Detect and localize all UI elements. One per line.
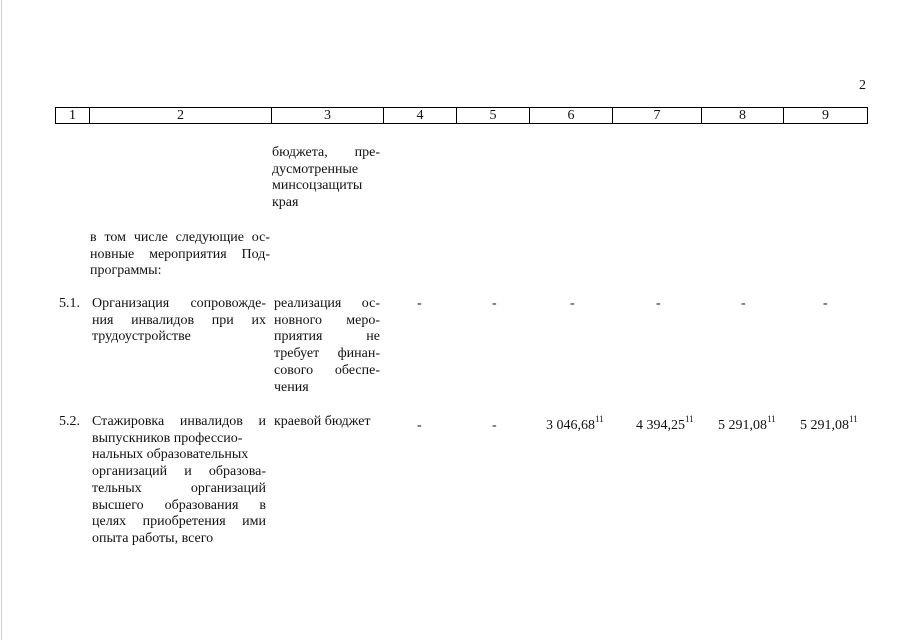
- text-line: краевой бюджет: [274, 414, 371, 429]
- row-funding-source: [274, 414, 384, 431]
- footnote-marker: 11: [595, 414, 604, 424]
- text-line: в том числе следующие ос-: [90, 230, 270, 245]
- text-line: выпускников профессио-: [92, 430, 243, 446]
- column-header-2: 2: [90, 108, 272, 123]
- value-cell: -: [823, 296, 828, 311]
- footnote-marker: 11: [767, 414, 776, 424]
- value-number: 4 394,25: [636, 418, 685, 433]
- value-cell: -: [417, 296, 422, 311]
- row-number: 5.1.: [59, 296, 80, 311]
- column-header-9: 9: [822, 108, 829, 123]
- page-edge-line: [1, 0, 2, 640]
- value-cell: -: [570, 296, 575, 311]
- text-line: ния инвалидов при их: [92, 312, 266, 328]
- page-number: 2: [859, 78, 866, 93]
- value-cell: -: [656, 296, 661, 311]
- value-number: 5 291,08: [718, 418, 767, 433]
- value-cell: [636, 414, 694, 435]
- text-line: бюджета, пре-: [272, 145, 380, 160]
- text-line: высшего образования в: [92, 497, 266, 513]
- text-line: тельных организаций: [92, 480, 266, 496]
- row-measure-name: [92, 414, 266, 548]
- footnote-marker: 11: [685, 414, 694, 424]
- text-line: трудоустройстве: [92, 329, 191, 345]
- text-line: чения: [274, 379, 309, 395]
- table-column-header-row: [55, 107, 868, 124]
- value-cell: [546, 414, 604, 435]
- text-line: сового обеспе-: [274, 362, 380, 378]
- column-header-8: 8: [702, 108, 784, 123]
- column-header-3: 3: [272, 108, 384, 123]
- text-line: реализация ос-: [274, 296, 380, 311]
- column-header-7: 7: [613, 108, 702, 123]
- row-funding-source: [274, 296, 380, 396]
- value-cell: -: [492, 296, 497, 311]
- text-line: Организация сопровожде-: [92, 296, 266, 311]
- column-header-1: 1: [56, 108, 90, 123]
- text-line: целях приобретения ими: [92, 514, 266, 530]
- text-line: организаций и образова-: [92, 464, 266, 480]
- column-header-4: 4: [384, 108, 457, 123]
- subprogram-measures-heading: [90, 230, 270, 280]
- column-header-5: 5: [457, 108, 530, 123]
- value-cell: [800, 414, 858, 435]
- text-line: опыта работы, всего: [92, 530, 214, 546]
- value-cell: [718, 414, 776, 435]
- row-number: 5.2.: [59, 414, 80, 429]
- value-cell: -: [417, 418, 422, 433]
- row-measure-name: [92, 296, 266, 346]
- continuation-source-cell: [272, 145, 380, 212]
- value-number: 3 046,68: [546, 418, 595, 433]
- text-line: приятия не: [274, 329, 380, 345]
- text-line: программы:: [90, 263, 162, 279]
- text-line: дусмотренные: [272, 161, 359, 177]
- text-line: нальных образовательных: [92, 447, 249, 463]
- value-number: 5 291,08: [800, 418, 849, 433]
- text-line: новные мероприятия Под-: [90, 246, 270, 262]
- text-line: требует финан-: [274, 346, 380, 362]
- value-cell: -: [741, 296, 746, 311]
- value-cell: -: [492, 418, 497, 433]
- text-line: минсоцзащиты: [272, 178, 363, 194]
- text-line: новного меро-: [274, 312, 380, 328]
- column-header-6: 6: [530, 108, 613, 123]
- footnote-marker: 11: [849, 414, 858, 424]
- text-line: Стажировка инвалидов и: [92, 414, 266, 429]
- text-line: края: [272, 195, 299, 211]
